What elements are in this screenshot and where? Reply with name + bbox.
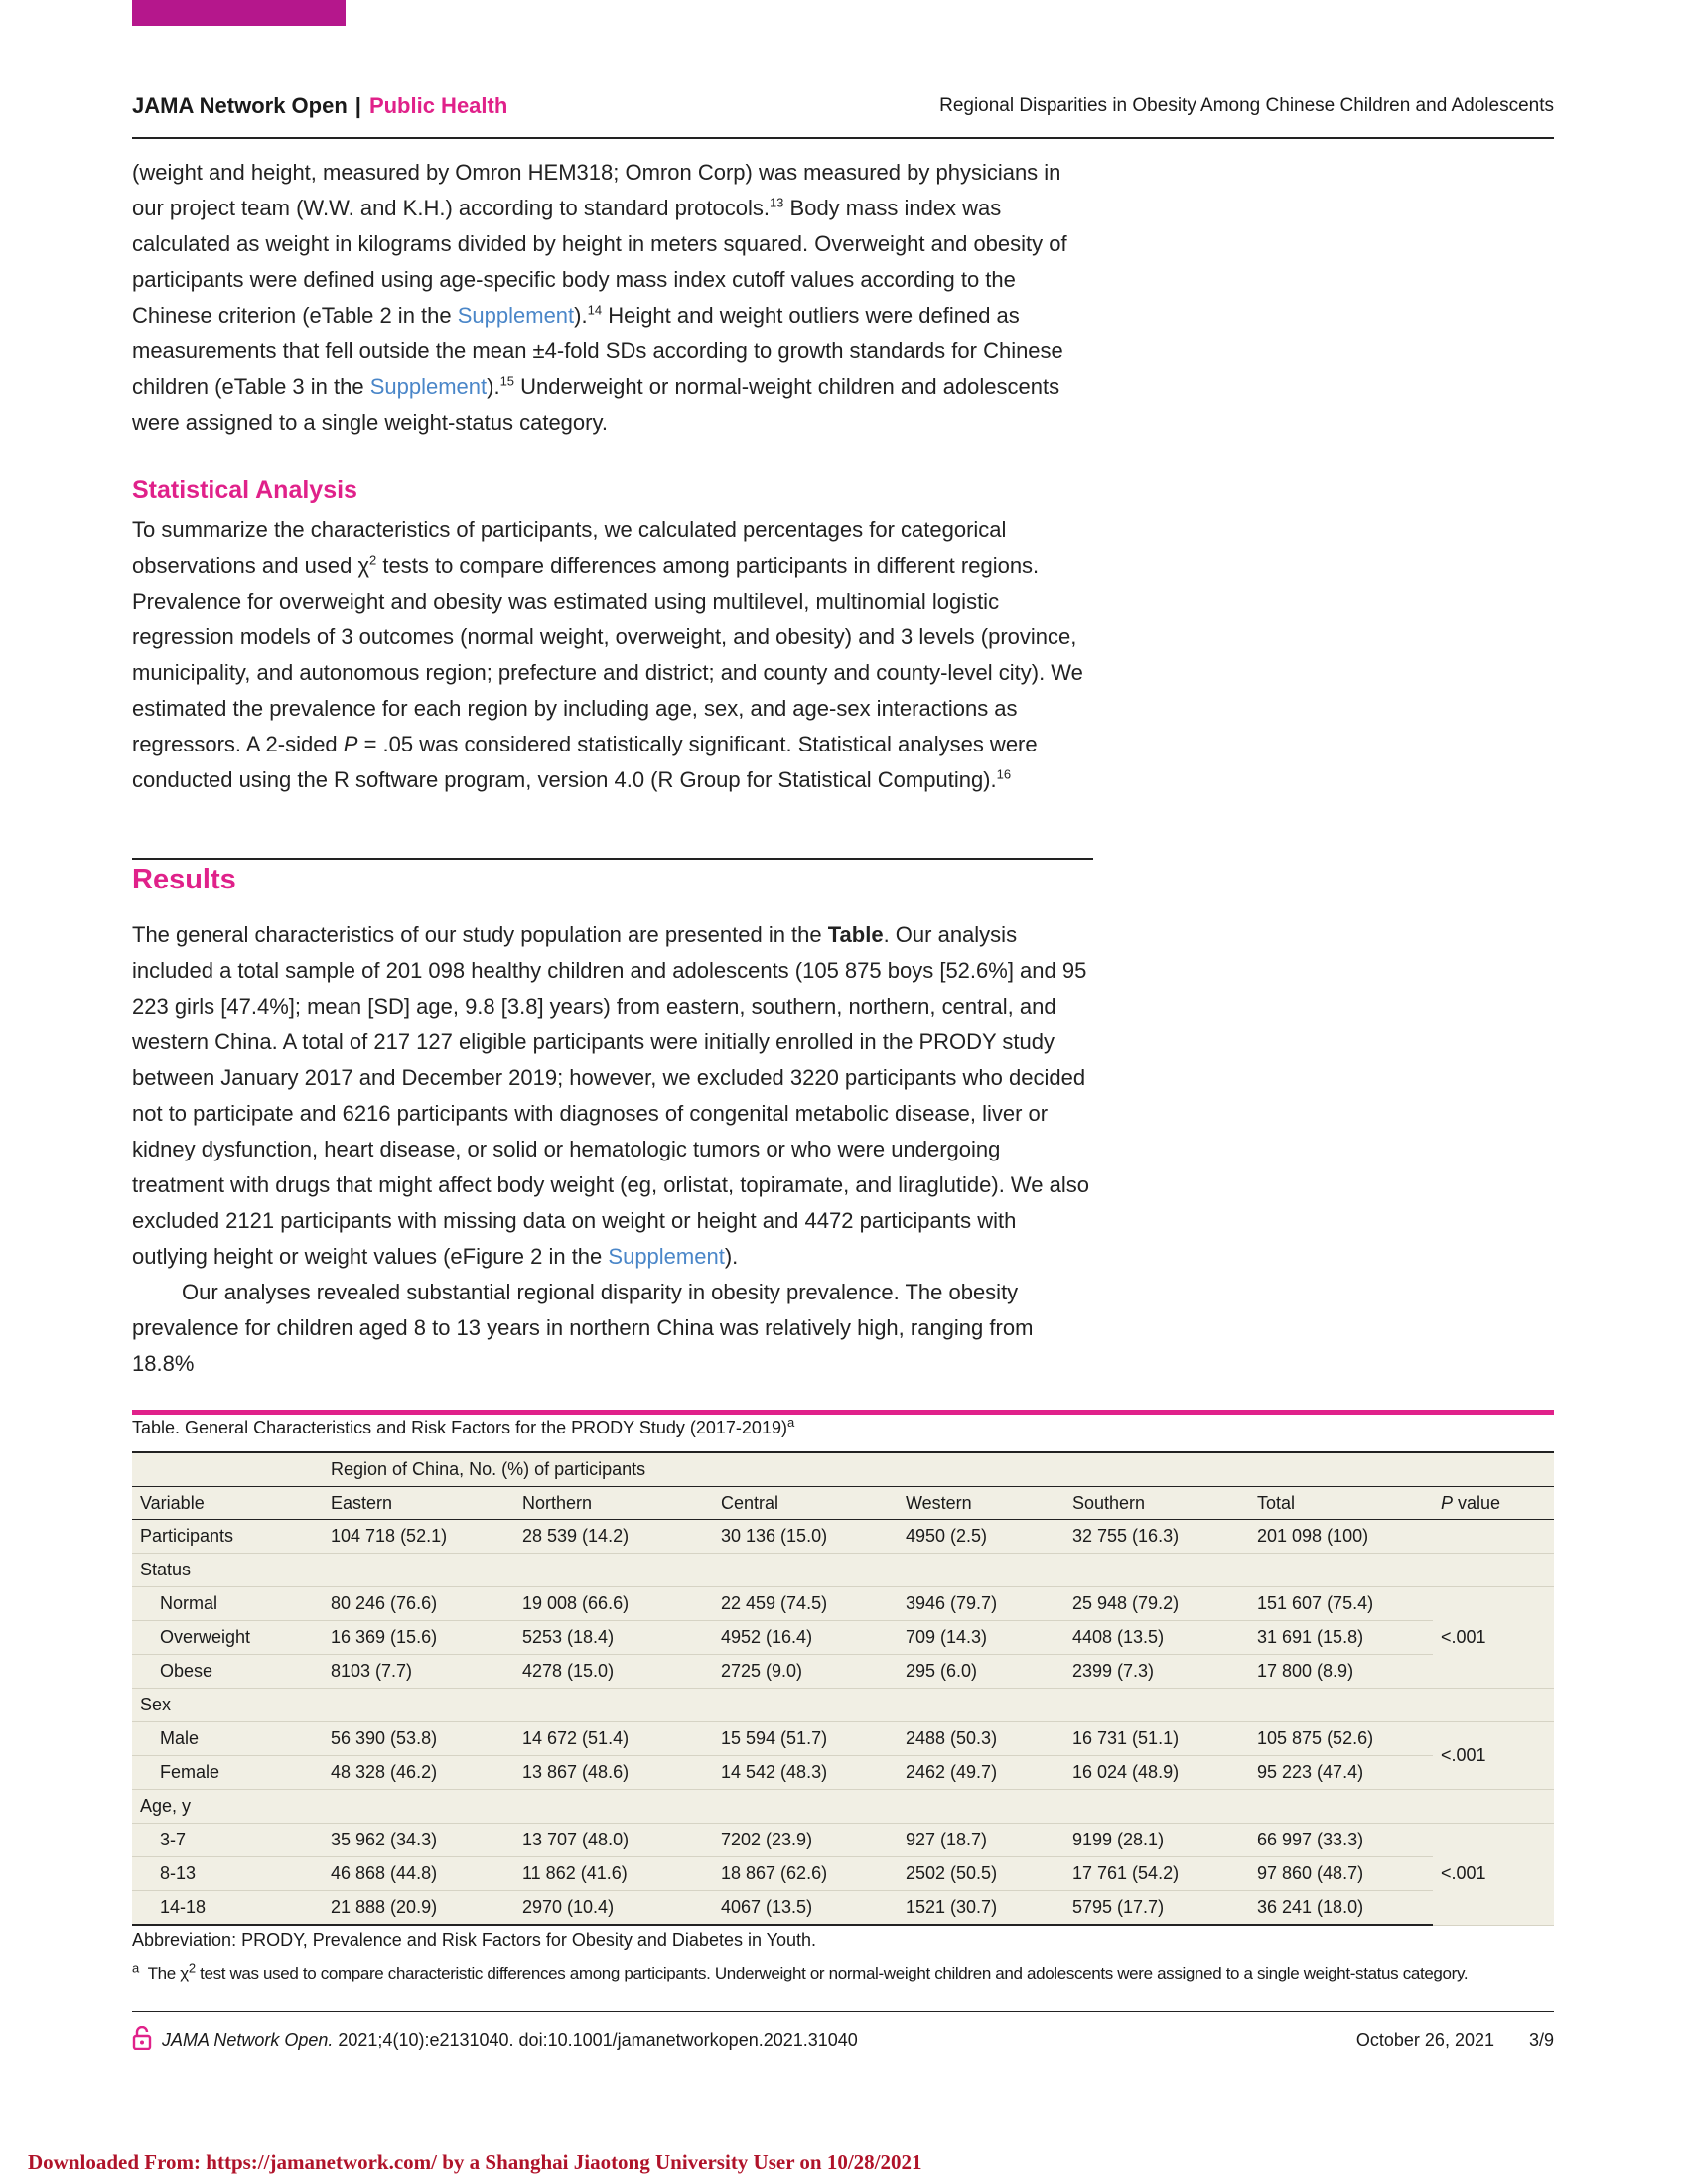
footer-date: October 26, 2021 (1355, 2030, 1494, 2050)
table-cell: 11 862 (41.6) (514, 1857, 713, 1891)
table-cell (1433, 1520, 1554, 1554)
p-symbol: P (1441, 1492, 1454, 1513)
footer-journal: JAMA Network Open. (162, 2030, 334, 2050)
table-cell: 3946 (79.7) (898, 1587, 1064, 1621)
text-run: The χ (147, 1964, 189, 1982)
table-cell: 16 369 (15.6) (323, 1621, 514, 1655)
p-symbol: P (343, 732, 358, 756)
table-cell: 35 962 (34.3) (323, 1824, 514, 1857)
table-cell: 15 594 (51.7) (713, 1722, 898, 1756)
text-run: . Our analysis included a total sample of 201 098 healthy children and adolescents (105 875 boys [52.6%] and 95 223 girls [47.4%]; mean [SD] age, 9.8 [3.8] years) from eastern, southern, northern, central, and western China. A total of 217 127 eligible participants were initially enrolled in the PRODY study between January 2017 and December 2019; however, we excluded 3220 participants who decided not to participate and 6216 participants with diagnoses of congenital metabolic disease, liver or kidney dysfunction, heart disease, or solid or hematologic tumors or who were undergoing treatment with drugs that might affect body weight (eg, orlistat, topiramate, and liraglutide). We also excluded 2121 participants with missing data on weight or height and 4472 participants with outlying height or weight values (eFigure 2 in the (132, 922, 1090, 1269)
text-run: (weight and height, measured by Omron HEM318; Omron Corp) was measured by physicians in our project team (W.W. and K.H.) according to standard protocols. (132, 160, 1061, 220)
supplement-link[interactable]: Supplement (369, 374, 488, 399)
download-watermark: Downloaded From: https://jamanetwork.com/ by a Shanghai Jiaotong University User on 10/28/2021 (28, 2150, 922, 2174)
text-run: Underweight or normal-weight children and adolescents were assigned to a single weight-status category. (132, 374, 1060, 435)
table-row (132, 1824, 1554, 1857)
table-row (132, 1857, 1554, 1891)
table-cell: 104 718 (52.1) (323, 1520, 514, 1554)
table-cell: 14 672 (51.4) (514, 1722, 713, 1756)
age-p-value: <.001 (1433, 1824, 1554, 1926)
table-reference[interactable]: Table (827, 922, 884, 947)
table-cell: 4952 (16.4) (713, 1621, 898, 1655)
page-number: 3/9 (1528, 2030, 1554, 2050)
group-label: Age, y (132, 1790, 323, 1824)
text-run: To summarize the characteristics of participants, we calculated percentages for categorical observations and used χ (132, 517, 1007, 578)
table-row (132, 1621, 1554, 1655)
results-paragraph-2: Our analyses revealed substantial regional disparity in obesity prevalence. The obesity prevalence for children aged 8 to 13 years in northern China was relatively high, ranging from 18.8% (132, 1280, 1034, 1376)
column-header: Western (898, 1487, 1064, 1520)
table-cell: Obese (132, 1655, 323, 1689)
table-cell: 2488 (50.3) (898, 1722, 1064, 1756)
doi-link[interactable]: 2021;4(10):e2131040. doi:10.1001/jamanetworkopen.2021.31040 (333, 2030, 858, 2050)
table-cell: 95 223 (47.4) (1249, 1756, 1433, 1790)
methods-paragraph (132, 155, 1095, 441)
table-cell: 17 761 (54.2) (1064, 1857, 1249, 1891)
table-cell: 30 136 (15.0) (713, 1520, 898, 1554)
supplement-link[interactable]: Supplement (457, 303, 575, 328)
table-cell: 201 098 (100) (1249, 1520, 1433, 1554)
text-run: = .05 was considered statistically significant. Statistical analyses were conducted using the R software program, version 4.0 (R Group for Statistical Computing). (132, 732, 1038, 792)
table-cell: 17 800 (8.9) (1249, 1655, 1433, 1689)
table-cell: 32 755 (16.3) (1064, 1520, 1249, 1554)
table-cell: 16 024 (48.9) (1064, 1756, 1249, 1790)
table-footnote-marker[interactable]: a (786, 1415, 795, 1430)
page-footer (132, 2011, 1554, 2062)
table-cell: 9199 (28.1) (1064, 1824, 1249, 1857)
table-row (132, 1756, 1554, 1790)
table-cell: 56 390 (53.8) (323, 1722, 514, 1756)
table-cell: 2462 (49.7) (898, 1756, 1064, 1790)
table-group-age (132, 1790, 1554, 1824)
journal-name (132, 93, 507, 119)
table-cell: 5253 (18.4) (514, 1621, 713, 1655)
table-cell: Participants (132, 1520, 323, 1554)
table-cell: 927 (18.7) (898, 1824, 1064, 1857)
table-cell: 7202 (23.9) (713, 1824, 898, 1857)
text-run: Height and weight outliers were defined as measurements that fell outside the mean ±4-fold SDs according to growth standards for Chinese children (eTable 3 in the (132, 303, 1063, 399)
table-cell: 2725 (9.0) (713, 1655, 898, 1689)
statistical-analysis-paragraph (132, 512, 1095, 798)
table-cell: 2399 (7.3) (1064, 1655, 1249, 1689)
region-header: Region of China, No. (%) of participants (323, 1452, 1433, 1487)
running-title: Regional Disparities in Obesity Among Chinese Children and Adolescents (939, 95, 1554, 116)
column-header: Central (713, 1487, 898, 1520)
table-cell: 4408 (13.5) (1064, 1621, 1249, 1655)
table-column-headers (132, 1487, 1554, 1520)
table-cell (323, 1554, 1554, 1587)
table-cell: Overweight (132, 1621, 323, 1655)
table-cell: 36 241 (18.0) (1249, 1891, 1433, 1926)
column-header: Northern (514, 1487, 713, 1520)
results-heading: Results (132, 864, 236, 895)
status-p-value: <.001 (1433, 1587, 1554, 1689)
group-label: Sex (132, 1689, 323, 1722)
reference-15[interactable]: 15 (499, 373, 515, 389)
table-cell: 709 (14.3) (898, 1621, 1064, 1655)
group-label: Status (132, 1554, 323, 1587)
table-cell: 151 607 (75.4) (1249, 1587, 1433, 1621)
table-cell: 4278 (15.0) (514, 1655, 713, 1689)
supplement-link[interactable]: Supplement (608, 1244, 725, 1269)
header-cell (132, 1452, 323, 1487)
table-cell: 28 539 (14.2) (514, 1520, 713, 1554)
table-title-text: Table. General Characteristics and Risk Factors for the PRODY Study (2017-2019) (132, 1418, 787, 1437)
column-header: Variable (132, 1487, 323, 1520)
section-divider (132, 858, 1093, 860)
table-cell: 46 868 (44.8) (323, 1857, 514, 1891)
text-run: The general characteristics of our study population are presented in the (132, 922, 828, 947)
header-text: value (1453, 1492, 1501, 1513)
table-cell: 105 875 (52.6) (1249, 1722, 1433, 1756)
table-row (132, 1891, 1554, 1926)
table-title (132, 1415, 795, 1438)
table-cell: 2502 (50.5) (898, 1857, 1064, 1891)
section-name[interactable]: Public Health (368, 93, 508, 118)
table-cell: 1521 (30.7) (898, 1891, 1064, 1926)
characteristics-table (132, 1451, 1554, 1926)
table-cell: Normal (132, 1587, 323, 1621)
table-cell: 5795 (17.7) (1064, 1891, 1249, 1926)
table-row-participants (132, 1520, 1554, 1554)
table-cell: 14 542 (48.3) (713, 1756, 898, 1790)
text-run: tests to compare differences among participants in different regions. Prevalence for overweight and obesity was estimated using multilevel, multinomial logistic regression models of 3 outcomes (normal weight, overweight, and obesity) and 3 levels (province, municipality, and autonomous region; prefecture and district; and county and county-level city). We estimated the prevalence for each region by including age, sex, and age-sex interactions as regressors. A 2-sided (132, 553, 1083, 756)
column-header: Southern (1064, 1487, 1249, 1520)
text-run: ). (487, 374, 500, 399)
table-cell: 25 948 (79.2) (1064, 1587, 1249, 1621)
header-separator: | (354, 93, 361, 118)
table-group-status (132, 1554, 1554, 1587)
table-group-sex (132, 1689, 1554, 1722)
table-cell: 21 888 (20.9) (323, 1891, 514, 1926)
text-run: ). (574, 303, 588, 328)
results-paragraph-1 (132, 917, 1095, 1382)
table-cell: 31 691 (15.8) (1249, 1621, 1433, 1655)
column-header: Eastern (323, 1487, 514, 1520)
reference-16[interactable]: 16 (996, 766, 1012, 782)
footnote-marker: a (132, 1960, 139, 1976)
table-abbreviation: Abbreviation: PRODY, Prevalence and Risk Factors for Obesity and Diabetes in Youth. (132, 1930, 817, 1950)
table-cell: 48 328 (46.2) (323, 1756, 514, 1790)
table-cell: 13 867 (48.6) (514, 1756, 713, 1790)
reference-13[interactable]: 13 (769, 195, 784, 210)
table-cell: 8-13 (132, 1857, 323, 1891)
table-cell: 97 860 (48.7) (1249, 1857, 1433, 1891)
table-row (132, 1722, 1554, 1756)
journal-title: JAMA Network Open (132, 93, 348, 118)
table-row (132, 1587, 1554, 1621)
table-cell: 13 707 (48.0) (514, 1824, 713, 1857)
reference-14[interactable]: 14 (587, 302, 603, 318)
pvalue-header (1433, 1487, 1554, 1520)
table-cell: 4950 (2.5) (898, 1520, 1064, 1554)
table-accent-rule (132, 1410, 1554, 1415)
table-cell: 18 867 (62.6) (713, 1857, 898, 1891)
table-cell: 14-18 (132, 1891, 323, 1926)
page-header (132, 91, 1554, 139)
table-cell: Female (132, 1756, 323, 1790)
table-cell (323, 1689, 1554, 1722)
header-cell (1433, 1452, 1554, 1487)
text-run: ). (724, 1244, 739, 1269)
table-cell: 16 731 (51.1) (1064, 1722, 1249, 1756)
table-cell: Male (132, 1722, 323, 1756)
table-cell (323, 1790, 1554, 1824)
table-row (132, 1655, 1554, 1689)
sex-p-value: <.001 (1433, 1722, 1554, 1790)
text-run: test was used to compare characteristic differences among participants. Underweight or normal-weight children and adolescents were assigned to a single weight-status category. (195, 1964, 1469, 1982)
superscript: 2 (188, 1960, 196, 1976)
table-cell: 66 997 (33.3) (1249, 1824, 1433, 1857)
table-cell: 19 008 (66.6) (514, 1587, 713, 1621)
table-cell: 8103 (7.7) (323, 1655, 514, 1689)
column-header: Total (1249, 1487, 1433, 1520)
table-cell: 295 (6.0) (898, 1655, 1064, 1689)
table-cell: 80 246 (76.6) (323, 1587, 514, 1621)
table-footnote (132, 1960, 1469, 1983)
text-run: Body mass index was calculated as weight in kilograms divided by height in meters squared. Overweight and obesity of participants were defined using age-specific body mass index cutoff values according to the Chinese criterion (eTable 2 in the (132, 196, 1067, 328)
table-cell: 3-7 (132, 1824, 323, 1857)
superscript: 2 (369, 552, 377, 568)
open-access-lock-icon[interactable] (132, 2026, 152, 2050)
top-accent-bar (132, 0, 346, 26)
statistical-analysis-heading: Statistical Analysis (132, 477, 357, 504)
table-header-row (132, 1452, 1554, 1487)
footer-citation (162, 2030, 858, 2051)
table-cell: 2970 (10.4) (514, 1891, 713, 1926)
table-cell: 22 459 (74.5) (713, 1587, 898, 1621)
table-cell: 4067 (13.5) (713, 1891, 898, 1926)
